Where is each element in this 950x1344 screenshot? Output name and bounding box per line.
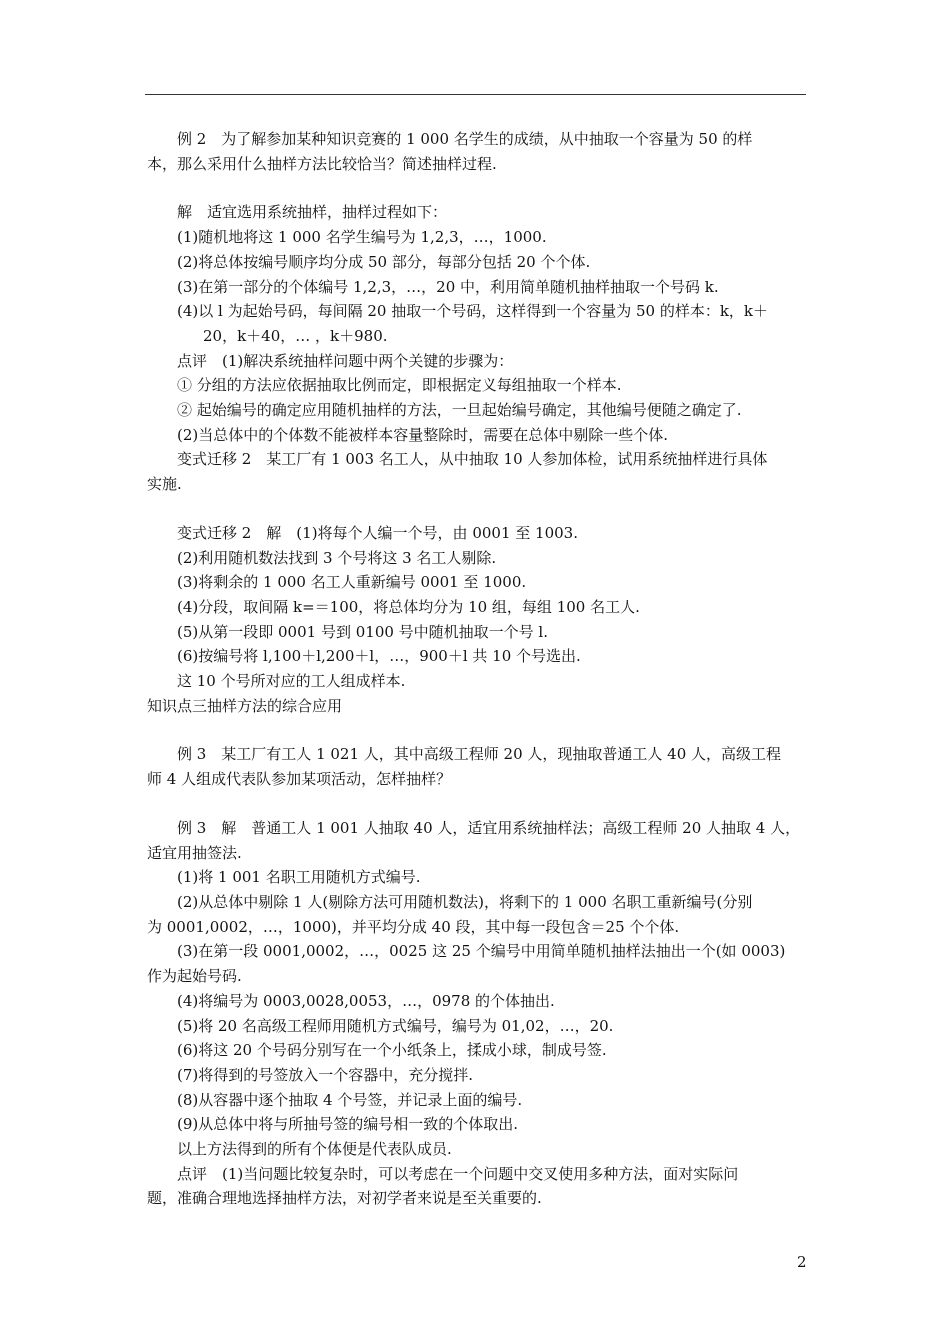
variant-2-step-4: (4)分段，取间隔 k=＝100，将总体均分为 10 组，每组 100 名工人. xyxy=(177,597,640,616)
example-3-step-7: (7)将得到的号签放入一个容器中，充分搅拌. xyxy=(177,1065,474,1084)
example-3-step-5: (5)将 20 名高级工程师用随机方式编号，编号为 01,02，…，20. xyxy=(177,1016,614,1035)
example-3-step-4: (4)将编号为 0003,0028,0053，…，0978 的个体抽出. xyxy=(177,991,555,1010)
example-3-step-2-line1: (2)从总体中剔除 1 人(剔除方法可用随机数法)，将剩下的 1 000 名职工重新编号(分别 xyxy=(177,892,753,911)
example-2-step-4-line1: (4)以 l 为起始号码，每间隔 20 抽取一个号码，这样得到一个容量为 50 的样本：k，k＋ xyxy=(177,302,769,321)
example-2-step-3: (3)在第一部分的个体编号 1,2,3，…，20 中，利用简单随机抽样抽取一个号码 k. xyxy=(177,277,719,296)
example-3-step-8: (8)从容器中逐个抽取 4 个号签，并记录上面的编号. xyxy=(177,1090,523,1109)
example-2-comment-2: ② 起始编号的确定应用随机抽样的方法，一旦起始编号确定，其他编号便随之确定了. xyxy=(177,401,742,420)
variant-2-step-5: (5)从第一段即 0001 号到 0100 号中随机抽取一个号 l. xyxy=(177,622,549,641)
example-2-step-1: (1)随机地将这 1 000 名学生编号为 1,2,3，…，1000. xyxy=(177,228,547,247)
example-3-question-line2: 师 4 人组成代表队参加某项活动，怎样抽样？ xyxy=(147,770,452,789)
example-3-step-3-line1: (3)在第一段 0001,0002，…，0025 这 25 个编号中用简单随机抽样法抽出一个(如 0003) xyxy=(177,942,786,961)
example-2-question-line1: 例 2 为了解参加某种知识竞赛的 1 000 名学生的成绩，从中抽取一个容量为 50 的样 xyxy=(177,130,753,148)
example-2-step-4-line2: 20，k＋40，… ，k＋980. xyxy=(203,326,388,345)
example-3-comment-line1: 点评 (1)当问题比较复杂时，可以考虑在一个问题中交叉使用多种方法，面对实际问 xyxy=(177,1164,739,1183)
example-2-solution-intro: 解 适宜选用系统抽样，抽样过程如下： xyxy=(177,203,448,222)
example-3-step-9: (9)从总体中将与所抽号签的编号相一致的个体取出. xyxy=(177,1115,519,1134)
example-3-conclusion: 以上方法得到的所有个体便是代表队成员. xyxy=(177,1140,452,1159)
example-3-step-1: (1)将 1 001 名职工用随机方式编号. xyxy=(177,868,421,887)
example-3-step-6: (6)将这 20 个号码分别写在一个小纸条上，揉成小球，制成号签. xyxy=(177,1041,607,1060)
page-number: 2 xyxy=(797,1253,807,1271)
variant-2-step-3: (3)将剩余的 1 000 名工人重新编号 0001 至 1000. xyxy=(177,573,527,592)
example-2-comment-1: ① 分组的方法应依据抽取比例而定，即根据定义每组抽取一个样本. xyxy=(177,376,622,395)
example-2-comment-intro: 点评 (1)解决系统抽样问题中两个关键的步骤为： xyxy=(177,351,514,370)
document-body xyxy=(147,127,807,1211)
example-3-solution-line1: 例 3 解 普通工人 1 001 人抽取 40 人，适宜用系统抽样法；高级工程师 20 人抽取 4 人， xyxy=(177,818,801,837)
variant-2-step-6: (6)按编号将 l,100＋l,200＋l，…，900＋l 共 10 个号选出. xyxy=(177,647,581,666)
variant-2-solution-step-1: 变式迁移 2 解 (1)将每个人编一个号，由 0001 至 1003. xyxy=(177,523,578,542)
variant-2-step-2: (2)利用随机数法找到 3 个号将这 3 名工人剔除. xyxy=(177,548,497,567)
header-rule xyxy=(145,94,806,95)
example-3-step-2-line2: 为 0001,0002，…，1000)，并平均分成 40 段，其中每一段包含＝25 个个体. xyxy=(147,917,680,936)
example-3-comment-line2: 题，准确合理地选择抽样方法，对初学者来说是至关重要的. xyxy=(147,1189,542,1208)
variant-2-conclusion: 这 10 个号所对应的工人组成样本. xyxy=(177,672,406,691)
example-3-step-3-line2: 作为起始号码. xyxy=(147,967,242,986)
variant-2-question-line2: 实施. xyxy=(147,475,182,494)
example-2-question-line2: 本，那么采用什么抽样方法比较恰当？简述抽样过程. xyxy=(147,154,497,173)
section-heading: 知识点三抽样方法的综合应用 xyxy=(147,696,343,715)
variant-2-question-line1: 变式迁移 2 某工厂有 1 003 名工人，从中抽取 10 人参加体检，试用系统抽样进行具体 xyxy=(177,450,768,469)
example-3-question-line1: 例 3 某工厂有工人 1 021 人，其中高级工程师 20 人，现抽取普通工人 40 人，高级工程 xyxy=(177,745,782,764)
example-2-step-2: (2)将总体按编号顺序均分成 50 部分，每部分包括 20 个个体. xyxy=(177,252,591,271)
example-2-comment-3: (2)当总体中的个体数不能被样本容量整除时，需要在总体中剔除一些个体. xyxy=(177,425,669,444)
example-3-solution-line2: 适宜用抽签法. xyxy=(147,843,242,862)
